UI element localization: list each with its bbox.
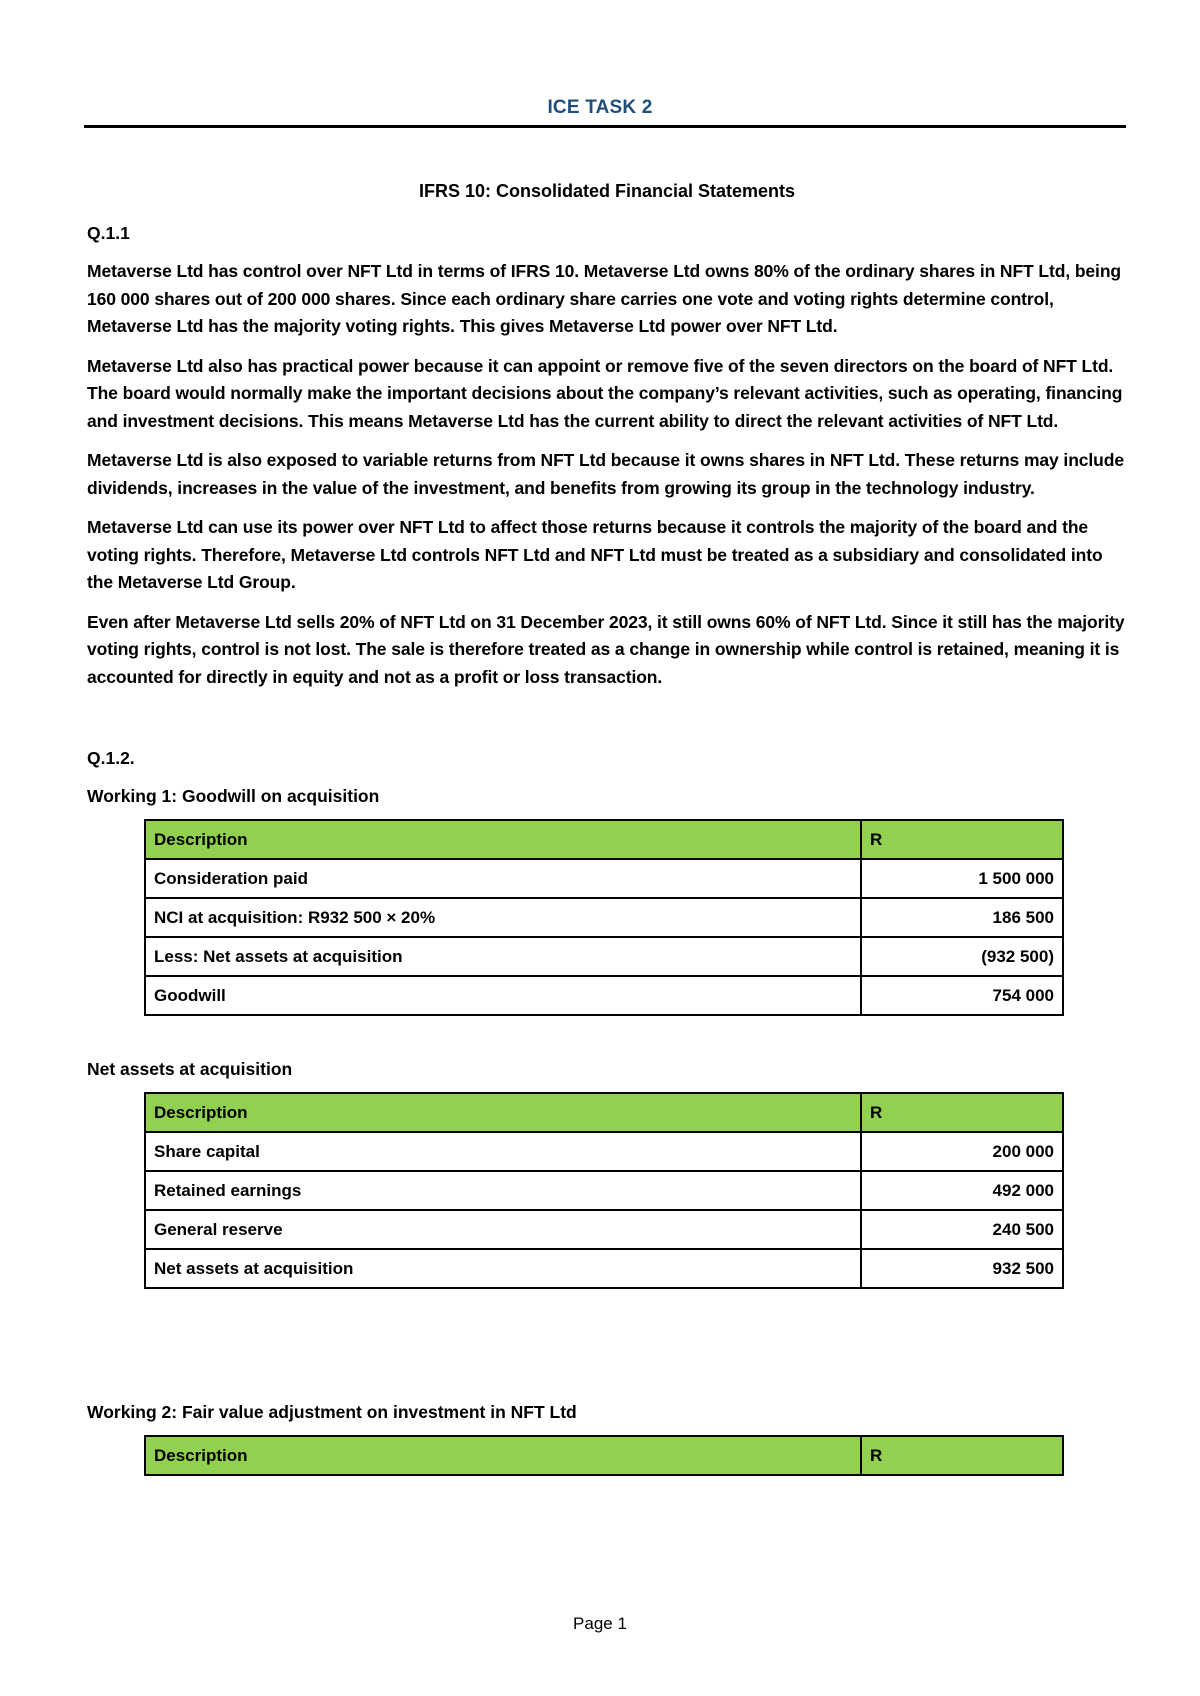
table-header-row — [145, 1436, 1063, 1475]
row-description: General reserve — [145, 1210, 861, 1249]
table-row — [145, 976, 1063, 1015]
table-row — [145, 1210, 1063, 1249]
table-row — [145, 898, 1063, 937]
row-description: Less: Net assets at acquisition — [145, 937, 861, 976]
paragraph: Metaverse Ltd also has practical power because it can appoint or remove five of the seven directors on the board of NFT Ltd. The board would normally make the important decisions about the company’s relevant activities, such as operating, financing and investment decisions. This means Metaverse Ltd has the current ability to direct the relevant activities of NFT Ltd. — [87, 355, 1123, 431]
section-spacer — [87, 1016, 1127, 1056]
net-assets-heading: Net assets at acquisition — [87, 1059, 293, 1079]
column-header-description: Description — [145, 1436, 861, 1475]
row-amount: 932 500 — [861, 1249, 1063, 1288]
table-row — [145, 1132, 1063, 1171]
page-header-title: ICE TASK 2 — [547, 97, 653, 118]
section-spacer — [87, 703, 1127, 745]
document-title: IFRS 10: Consolidated Financial Statements — [418, 181, 796, 201]
column-header-amount: R — [861, 1436, 1063, 1475]
row-description: Consideration paid — [145, 859, 861, 898]
column-header-amount: R — [861, 1093, 1063, 1132]
paragraph: Metaverse Ltd is also exposed to variable returns from NFT Ltd because it owns shares in NFT Ltd. These returns may include dividends, increases in the value of the investment, and benefits from growing its group in the technology industry. — [87, 450, 1124, 498]
table-header-row — [145, 820, 1063, 859]
column-header-amount: R — [861, 820, 1063, 859]
fair-value-table — [144, 1435, 1064, 1476]
row-description: NCI at acquisition: R932 500 × 20% — [145, 898, 861, 937]
column-header-description: Description — [145, 820, 861, 859]
paragraph: Even after Metaverse Ltd sells 20% of NFT Ltd on 31 December 2023, it still owns 60% of NFT Ltd. Since it still has the majority voting rights, control is not lost. The sale is therefore treated as a change in ownership while control is retained, meaning it is accounted for directly in equity and not as a profit or loss transaction. — [87, 611, 1125, 687]
section-spacer — [87, 1289, 1127, 1399]
row-amount: 1 500 000 — [861, 859, 1063, 898]
document-body — [87, 178, 1127, 1476]
row-amount: 240 500 — [861, 1210, 1063, 1249]
question-label-1-2: Q.1.2. — [87, 748, 135, 768]
question-label-1-1: Q.1.1 — [87, 223, 130, 243]
paragraph: Metaverse Ltd has control over NFT Ltd in terms of IFRS 10. Metaverse Ltd owns 80% of the ordinary shares in NFT Ltd, being 160 000 shares out of 200 000 shares. Since each ordinary share carries one vote and voting rights determine control, Metaverse Ltd has the majority voting rights. This gives Metaverse Ltd power over NFT Ltd. — [87, 261, 1122, 336]
table-row — [145, 1249, 1063, 1288]
row-amount: (932 500) — [861, 937, 1063, 976]
page-number: Page 1 — [573, 1614, 627, 1633]
goodwill-table — [144, 819, 1064, 1016]
table-row — [145, 859, 1063, 898]
row-amount: 492 000 — [861, 1171, 1063, 1210]
net-assets-table — [144, 1092, 1064, 1289]
table-header-row — [145, 1093, 1063, 1132]
row-amount: 186 500 — [861, 898, 1063, 937]
table-row — [145, 1171, 1063, 1210]
row-description: Retained earnings — [145, 1171, 861, 1210]
working-2-heading: Working 2: Fair value adjustment on investment in NFT Ltd — [87, 1402, 577, 1422]
working-1-heading: Working 1: Goodwill on acquisition — [87, 786, 380, 806]
row-amount: 200 000 — [861, 1132, 1063, 1171]
row-description: Net assets at acquisition — [145, 1249, 861, 1288]
row-description: Goodwill — [145, 976, 861, 1015]
row-description: Share capital — [145, 1132, 861, 1171]
table-row — [145, 937, 1063, 976]
paragraph: Metaverse Ltd can use its power over NFT Ltd to affect those returns because it controls the majority of the board and the voting rights. Therefore, Metaverse Ltd controls NFT Ltd and NFT Ltd must be treated as a subsidiary and consolidated into the Metaverse Ltd Group. — [87, 517, 1103, 592]
column-header-description: Description — [145, 1093, 861, 1132]
header-divider — [84, 125, 1126, 128]
row-amount: 754 000 — [861, 976, 1063, 1015]
